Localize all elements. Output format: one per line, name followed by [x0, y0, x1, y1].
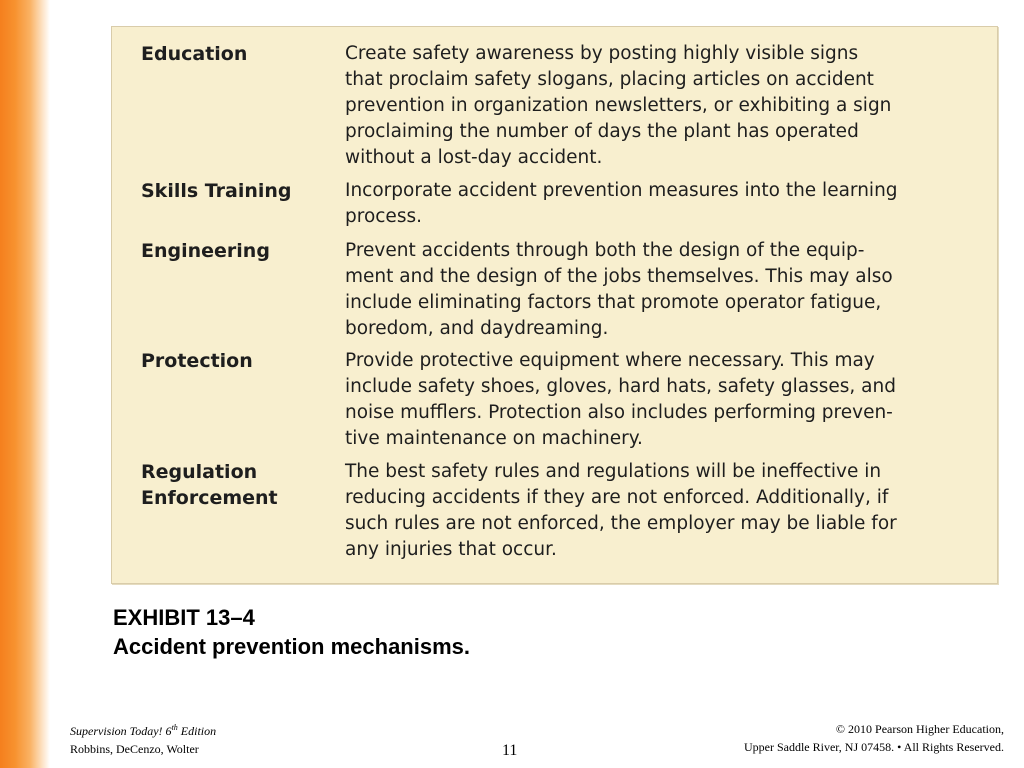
description-line: proclaiming the number of days the plant has operated	[345, 121, 859, 142]
description-line: include eliminating factors that promote operator fatigue,	[345, 292, 882, 313]
book-authors: Robbins, DeCenzo, Wolter	[70, 742, 199, 756]
term-line: Regulation	[141, 461, 258, 483]
copyright-line: © 2010 Pearson Higher Education,	[835, 722, 1004, 736]
footer-copyright	[744, 720, 1004, 756]
book-title-text: Supervision Today! 6	[70, 724, 172, 738]
term-line: Engineering	[141, 240, 270, 262]
description-line: such rules are not enforced, the employer may be liable for	[345, 513, 897, 534]
exhibit-table	[111, 26, 998, 584]
page-number: 11	[502, 742, 518, 759]
description-line: Provide protective equipment where necessary. This may	[345, 350, 875, 371]
description-line: prevention in organization newsletters, or exhibiting a sign	[345, 95, 892, 116]
term-line: Enforcement	[141, 487, 278, 509]
copyright-line: Upper Saddle River, NJ 07458. • All Rights Reserved.	[743, 740, 1004, 754]
description	[345, 459, 985, 563]
description-line: ment and the design of the jobs themselves. This may also	[345, 266, 893, 287]
description-line: The best safety rules and regulations will be ineffective in	[345, 461, 882, 482]
description-line: process.	[345, 206, 422, 227]
left-orange-accent-bar	[0, 0, 50, 768]
book-edition-suffix: Edition	[177, 724, 217, 738]
book-edition-superscript: th	[171, 723, 178, 732]
description-line: Prevent accidents through both the design of the equip-	[345, 240, 865, 261]
footer-book-info	[70, 722, 216, 758]
book-title	[70, 722, 216, 740]
description-line: noise mufflers. Protection also includes performing preven-	[345, 402, 893, 423]
term-label	[141, 459, 331, 511]
exhibit-caption	[113, 603, 470, 661]
description-line: without a lost-day accident.	[345, 147, 603, 168]
description-line: Create safety awareness by posting highly visible signs	[345, 43, 859, 64]
term-label	[141, 348, 331, 374]
description-line: reducing accidents if they are not enforced. Additionally, if	[345, 487, 889, 508]
description	[345, 348, 985, 452]
description-line: tive maintenance on machinery.	[345, 428, 643, 449]
exhibit-number: EXHIBIT 13–4	[113, 605, 255, 630]
term-line: Protection	[141, 350, 253, 372]
description	[345, 41, 985, 171]
description-line: that proclaim safety slogans, placing articles on accident	[345, 69, 874, 90]
description-line: include safety shoes, gloves, hard hats, safety glasses, and	[345, 376, 896, 397]
description-line: Incorporate accident prevention measures into the learning	[345, 180, 898, 201]
description-line: boredom, and daydreaming.	[345, 318, 609, 339]
description	[345, 238, 985, 342]
description-line: any injuries that occur.	[345, 539, 557, 560]
description	[345, 178, 985, 230]
term-label	[141, 41, 331, 67]
term-label	[141, 238, 331, 264]
exhibit-title: Accident prevention mechanisms.	[113, 634, 470, 659]
term-label	[141, 178, 331, 204]
term-line: Education	[141, 43, 248, 65]
term-line: Skills Training	[141, 180, 292, 202]
